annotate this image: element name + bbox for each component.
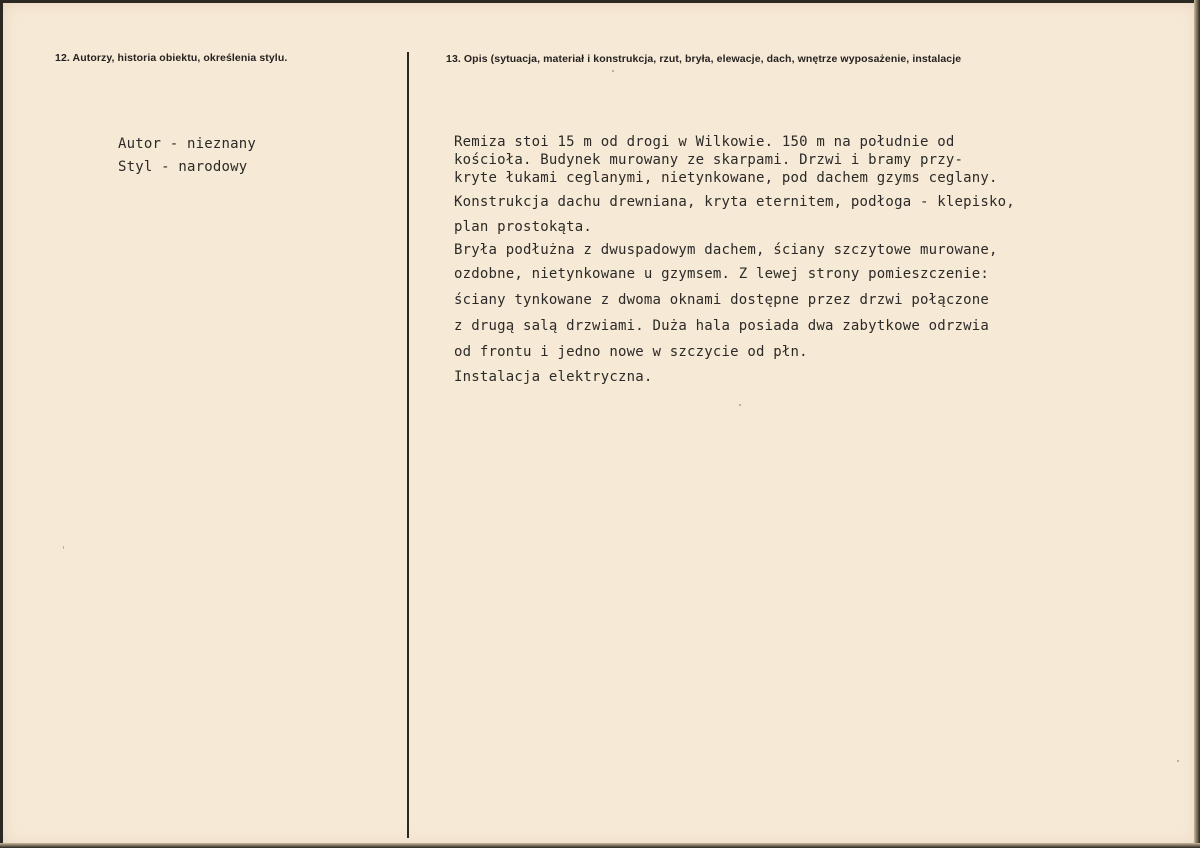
description-line: z drugą salą drzwiami. Duża hala posiada dwa zabytkowe odrzwia xyxy=(454,318,989,334)
card-edge-right xyxy=(1194,0,1200,848)
column-divider xyxy=(407,52,409,838)
description-line: Bryła podłużna z dwuspadowym dachem, ściany szczytowe murowane, xyxy=(454,242,998,258)
description-line: Remiza stoi 15 m od drogi w Wilkowie. 150 m na południe od xyxy=(454,134,955,150)
description-line: kryte łukami ceglanymi, nietynkowane, pod dachem gzyms ceglany. xyxy=(454,170,998,186)
paper-speck xyxy=(1177,760,1179,762)
paper-speck xyxy=(739,404,741,406)
description-line: kościoła. Budynek murowany ze skarpami. Drzwi i bramy przy- xyxy=(454,152,964,168)
field-12-label: 12. Autorzy, historia obiektu, określenia stylu. xyxy=(55,52,288,64)
card-edge-bottom xyxy=(0,843,1200,848)
description-line: ozdobne, nietynkowane u gzymsem. Z lewej strony pomieszczenie: xyxy=(454,266,989,282)
paper-speck xyxy=(612,70,614,72)
author-line: Autor - nieznany xyxy=(118,136,257,152)
description-line: plan prostokąta. xyxy=(454,219,593,235)
description-line: od frontu i jedno nowe w szczycie od płn. xyxy=(454,344,808,360)
style-line: Styl - narodowy xyxy=(118,159,248,175)
description-line: Instalacja elektryczna. xyxy=(454,369,653,385)
field-13-label: 13. Opis (sytuacja, materiał i konstrukcja, rzut, bryła, elewacje, dach, wnętrze wyposażenie, instalacje xyxy=(446,53,962,65)
description-line: Konstrukcja dachu drewniana, kryta eternitem, podłoga - klepisko, xyxy=(454,194,1015,210)
paper-speck xyxy=(63,546,64,549)
description-line: ściany tynkowane z dwoma oknami dostępne przez drzwi połączone xyxy=(454,292,989,308)
